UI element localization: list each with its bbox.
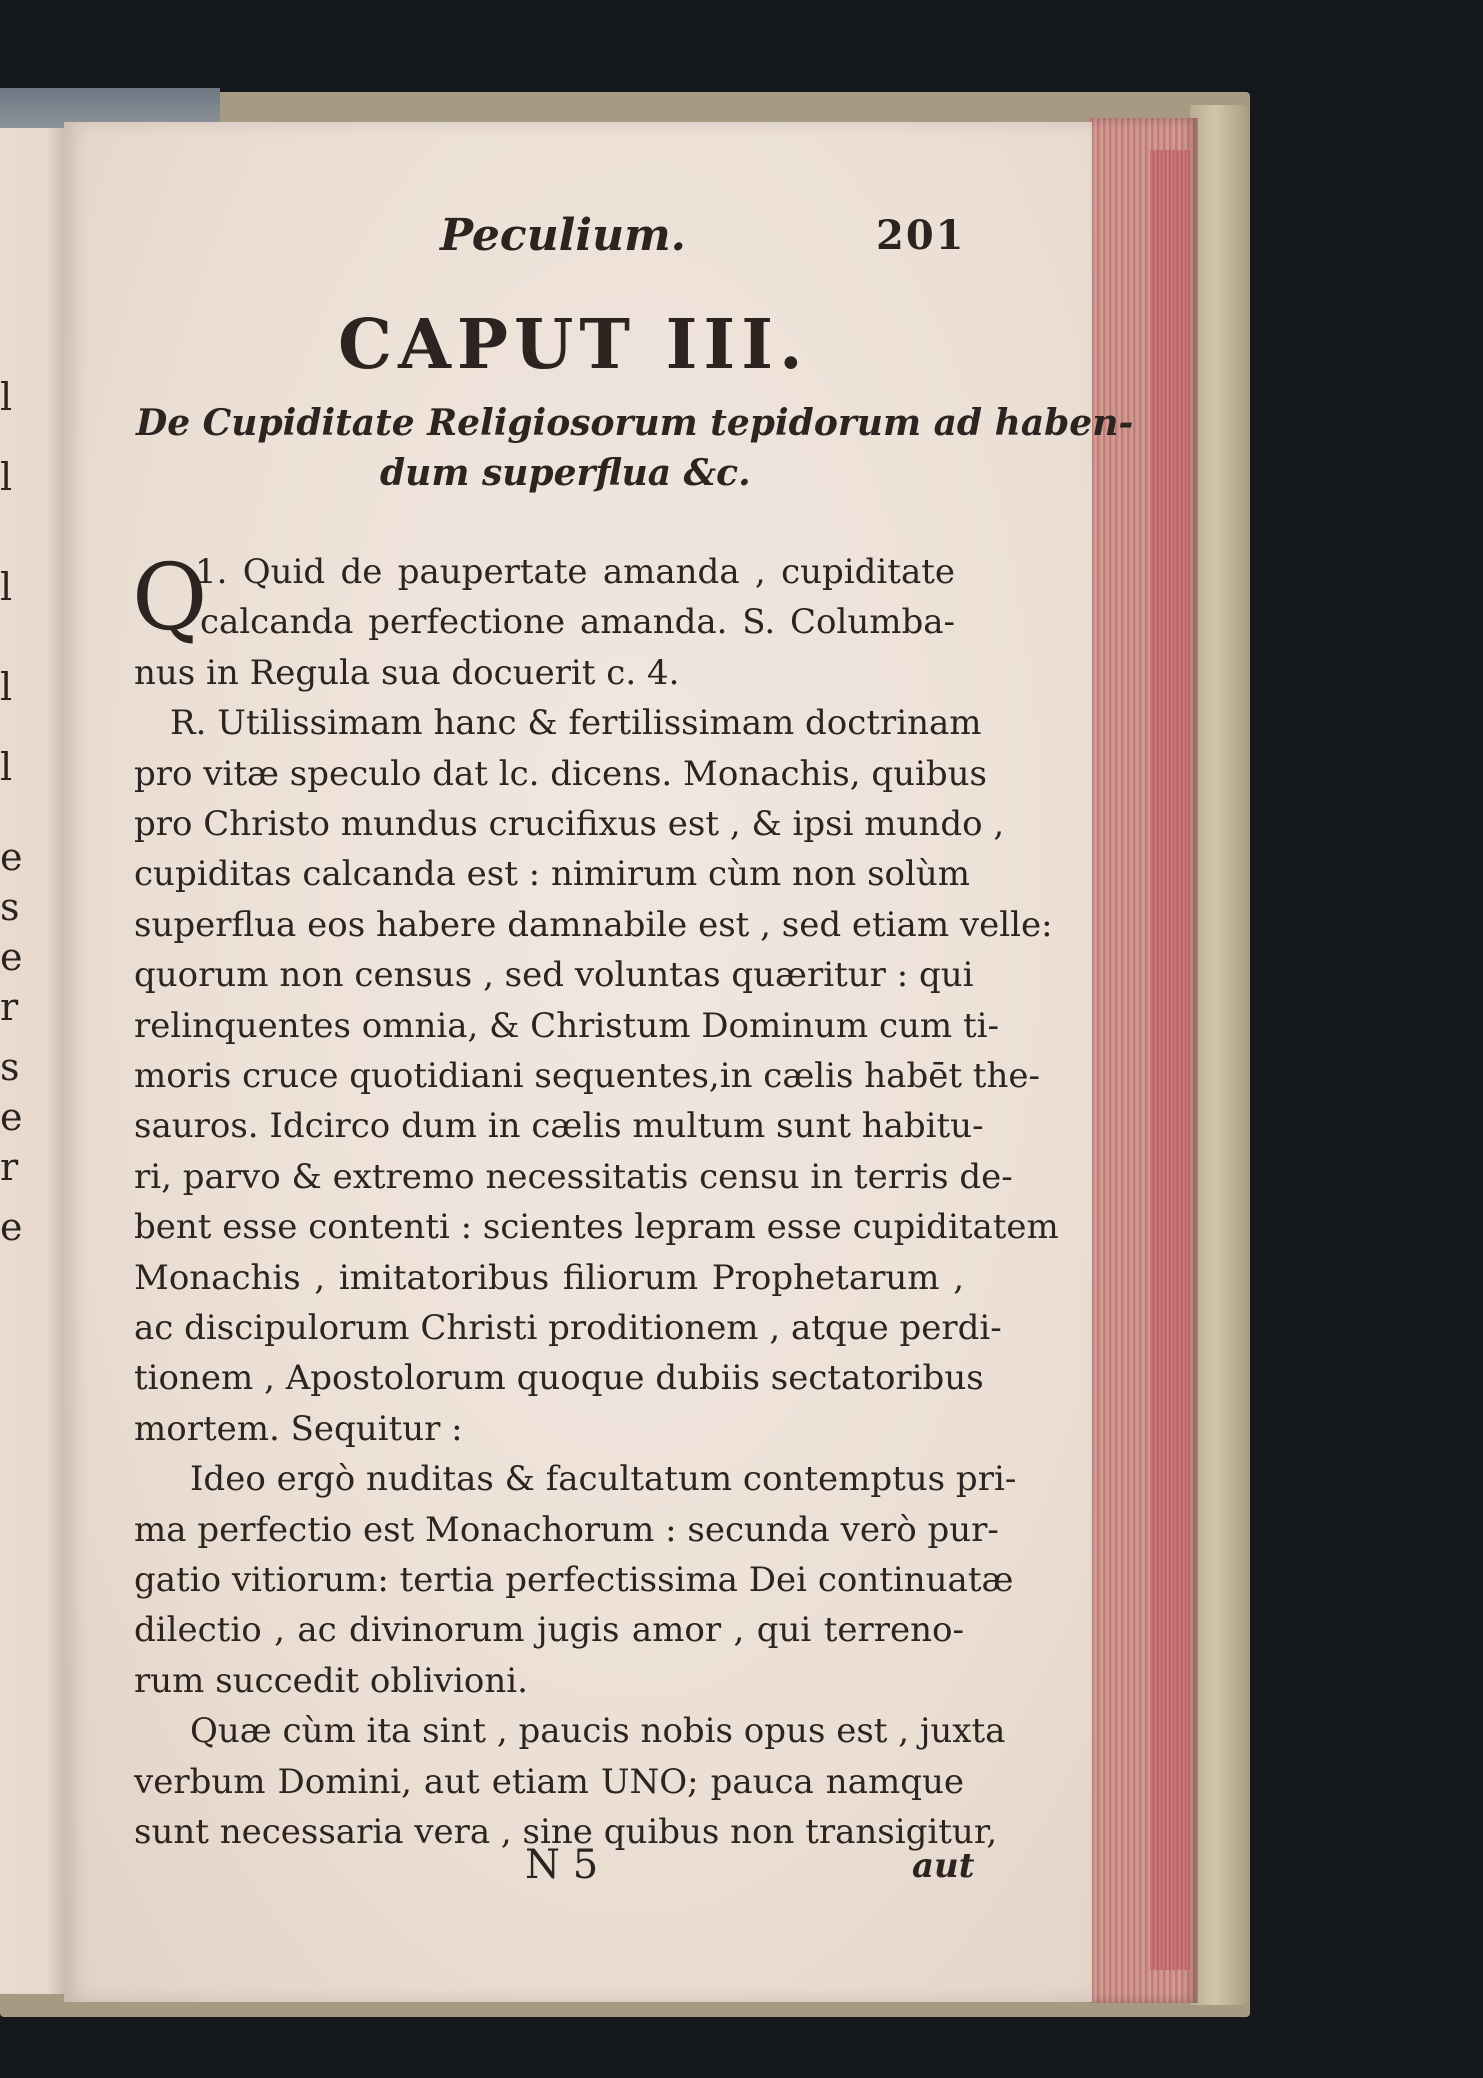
left-page-fragment: l <box>0 745 13 789</box>
left-page-fragment: l <box>0 375 13 419</box>
catchword: aut <box>912 1846 975 1886</box>
left-page-fragment: e <box>0 1095 23 1139</box>
text-line: bent esse contenti : scientes lepram esse cupiditatem <box>134 1207 1059 1247</box>
text-line: mortem. Sequitur : <box>134 1409 463 1449</box>
left-page-fragment: s <box>0 1045 20 1089</box>
text-line: ri, parvo & extremo necessitatis censu in terris de- <box>134 1157 1013 1197</box>
text-line: sunt necessaria vera , sine quibus non transigitur, <box>134 1812 998 1852</box>
text-line: verbum Domini, aut etiam UNO; pauca namque <box>134 1762 964 1802</box>
text-line: sauros. Idcirco dum in cælis multum sunt habitu- <box>134 1106 984 1146</box>
drop-initial: Q <box>132 544 208 651</box>
left-page-fragment: e <box>0 935 23 979</box>
text-line: ma perfectio est Monachorum : secunda verò pur- <box>134 1510 999 1550</box>
text-line: Ideo ergò nuditas & facultatum contemptus pri- <box>190 1459 1017 1499</box>
chapter-subtitle-line: dum superflua &c. <box>380 452 751 494</box>
left-page-fragment: r <box>0 1145 19 1189</box>
text-line: superflua eos habere damnabile est , sed etiam velle: <box>134 905 1053 945</box>
text-line: R. Utilissimam hanc & fertilissimam doctrinam <box>170 703 982 743</box>
left-page-fragment: l <box>0 565 13 609</box>
text-line: Quæ cùm ita sint , paucis nobis opus est , juxta <box>190 1711 1006 1751</box>
running-head: Peculium. <box>440 210 686 261</box>
text-line: Monachis , imitatoribus filiorum Prophetarum , <box>134 1258 964 1298</box>
text-line: 1. Quid de paupertate amanda , cupiditate <box>195 552 955 592</box>
text-line: quorum non census , sed voluntas quæritur : qui <box>134 955 974 995</box>
text-line: pro Christo mundus crucifixus est , & ipsi mundo , <box>134 804 1005 844</box>
text-line: calcanda perfectione amanda. S. Columba- <box>200 602 955 642</box>
left-page-fragment: s <box>0 885 20 929</box>
left-page-fragment: l <box>0 455 13 499</box>
left-page-fragment: e <box>0 1205 23 1249</box>
text-line: pro vitæ speculo dat lc. dicens. Monachis, quibus <box>134 754 988 794</box>
fore-edge-red <box>1150 150 1190 1970</box>
text-line: gatio vitiorum: tertia perfectissima Dei continuatæ <box>134 1560 1014 1600</box>
left-page-fragment: r <box>0 985 19 1029</box>
text-line: dilectio , ac divinorum jugis amor , qui terreno- <box>134 1610 964 1650</box>
text-line: moris cruce quotidiani sequentes,in cælis habēt the- <box>134 1056 1040 1096</box>
page-number: 201 <box>876 212 966 259</box>
text-line: ac discipulorum Christi proditionem , atque perdi- <box>134 1308 1002 1348</box>
text-line: nus in Regula sua docuerit c. 4. <box>134 653 680 693</box>
left-page <box>0 128 66 1994</box>
text-line: relinquentes omnia, & Christum Dominum cum ti- <box>134 1006 999 1046</box>
left-page-fragment: e <box>0 835 23 879</box>
signature-mark: N 5 <box>525 1842 599 1888</box>
cover-edge <box>1190 105 1250 2005</box>
text-line: tionem , Apostolorum quoque dubiis sectatoribus <box>134 1358 984 1398</box>
left-page-fragment: l <box>0 665 13 709</box>
chapter-subtitle-line: De Cupiditate Religiosorum tepidorum ad haben- <box>136 402 1134 444</box>
text-line: cupiditas calcanda est : nimirum cùm non solùm <box>134 854 971 894</box>
chapter-title: CAPUT III. <box>338 305 809 385</box>
text-line: rum succedit oblivioni. <box>134 1661 528 1701</box>
